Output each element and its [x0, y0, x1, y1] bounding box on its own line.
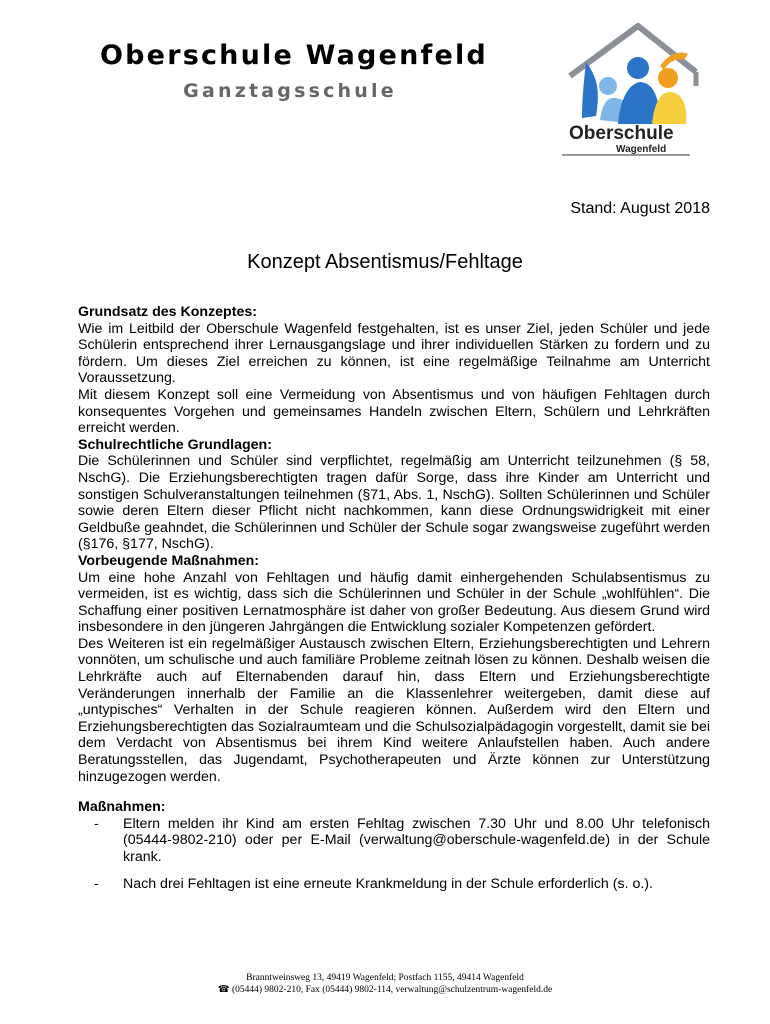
- vorbeugend-paragraph-2: Des Weiteren ist ein regelmäßiger Austausch zwischen Eltern, Erziehungsberechtigten und Lehrern vonnöten, um schulische und auch familiäre Probleme zeitnah lösen zu können. Deshalb weisen die Lehrkräfte auch auf Elternabenden darauf hin, dass Eltern und Erziehungsberechtigte Veränderungen innerhalb der Familie an die Klassenlehrer weitergeben, damit diese auf „untypisches“ Verhalten in der Schule reagieren können. Außerdem wird den Eltern und Erziehungsberechtigten das Sozialraumteam und die Schulsozialpädagogin vorgestellt, damit sie bei dem Verdacht von Absentismus bei ihrem Kind weitere Anlaufstellen haben. Auch andere Beratungsstellen, das Jugendamt, Psychotherapeuten und Ärzte können zur Unterstützung hinzugezogen werden.: [78, 635, 710, 785]
- grundlagen-heading: Schulrechtliche Grundlagen:: [78, 436, 272, 453]
- school-subtitle: Ganztagsschule: [183, 80, 397, 102]
- phone-icon: ☎: [217, 985, 230, 995]
- document-title: Konzept Absentismus/Fehltage: [247, 251, 523, 273]
- list-item-text: Eltern melden ihr Kind am ersten Fehltag zwischen 7.30 Uhr und 8.00 Uhr telefonisch (05444-9802-210) oder per E-Mail (verwaltung@oberschule-wagenfeld.de) in der Schule krank.: [123, 815, 710, 865]
- logo-head-left-icon: [599, 77, 617, 95]
- logo-head-right-icon: [658, 68, 678, 88]
- logo-text-sub: Wagenfeld: [616, 144, 667, 155]
- logo-text-main: Oberschule: [569, 123, 674, 144]
- vorbeugend-heading: Vorbeugende Maßnahmen:: [78, 552, 260, 569]
- bullet-dash: -: [94, 815, 99, 832]
- page-footer: [0, 972, 770, 996]
- logo-graphic-icon: [556, 20, 716, 160]
- vorbeugend-paragraph-1: Um eine hohe Anzahl von Fehltagen und häufig damit einhergehenden Schulabsentismus zu vermeiden, ist es wichtig, dass sich die Schülerinnen und Schüler in der Schule „wohlfühlen“. Die Schaffung einer positiven Lernatmosphäre ist daher von großer Bedeutung. Aus diesem Grund wird insbesondere in den jüngeren Jahrgängen die Entwicklung sozialer Kompetenzen gefördert.: [78, 569, 710, 636]
- footer-contact-text: (05444) 9802-210, Fax (05444) 9802-114, verwaltung@schulzentrum-wagenfeld.de: [231, 985, 553, 995]
- massnahmen-heading: Maßnahmen:: [78, 799, 166, 816]
- logo-body-right-icon: [652, 92, 686, 124]
- grundlagen-paragraph-1: Die Schülerinnen und Schüler sind verpflichtet, regelmäßig am Unterricht teilzunehmen (§ 58, NschG). Die Erziehungsberechtigten tragen dafür Sorge, dass ihre Kinder am Unterricht und sonstigen Schulveranstaltungen teilnehmen (§71, Abs. 1, NschG). Sollten Schülerinnen und Schüler sowie deren Eltern dieser Pflicht nicht nachkommen, kann diese Ordnungswidrigkeit mit einer Geldbuße geahndet, die Schülerinnen und Schüler der Schule sogar zwangsweise zugeführt werden (§176, §177, NschG).: [78, 453, 710, 553]
- school-logo: [556, 20, 716, 160]
- massnahmen-list: [78, 816, 710, 892]
- list-item-text: Nach drei Fehltagen ist eine erneute Krankmeldung in der Schule erforderlich (s. o.).: [123, 875, 653, 892]
- list-item: [78, 876, 710, 893]
- grundsatz-paragraph-2: Mit diesem Konzept soll eine Vermeidung von Absentismus und von häufigen Fehltagen durch konsequentes Vorgehen und gemeinsames Handeln zwischen Eltern, Schülern und Lehrkräften erreicht werden.: [78, 386, 710, 437]
- stand-date: Stand: August 2018: [570, 200, 710, 217]
- grundsatz-heading: Grundsatz des Konzeptes:: [78, 304, 257, 320]
- list-item: [78, 816, 710, 866]
- school-name: Oberschule Wagenfeld: [100, 40, 488, 71]
- footer-contact: [0, 984, 770, 996]
- logo-head-center-icon: [627, 57, 649, 79]
- document-body: [78, 304, 710, 902]
- footer-address: Branntweinsweg 13, 49419 Wagenfeld; Postfach 1155, 49414 Wagenfeld: [246, 973, 524, 983]
- logo-figure-left-icon: [582, 62, 598, 118]
- grundsatz-paragraph-1: Wie im Leitbild der Oberschule Wagenfeld festgehalten, ist es unser Ziel, jeden Schüler und jede Schülerin entsprechend ihrer Lernausgangslage und ihrer individuellen Stärken zu fordern und zu fördern. Um dieses Ziel erreichen zu können, ist eine regelmäßige Teilnahme am Unterricht Voraussetzung.: [78, 320, 710, 387]
- bullet-dash: -: [94, 875, 99, 892]
